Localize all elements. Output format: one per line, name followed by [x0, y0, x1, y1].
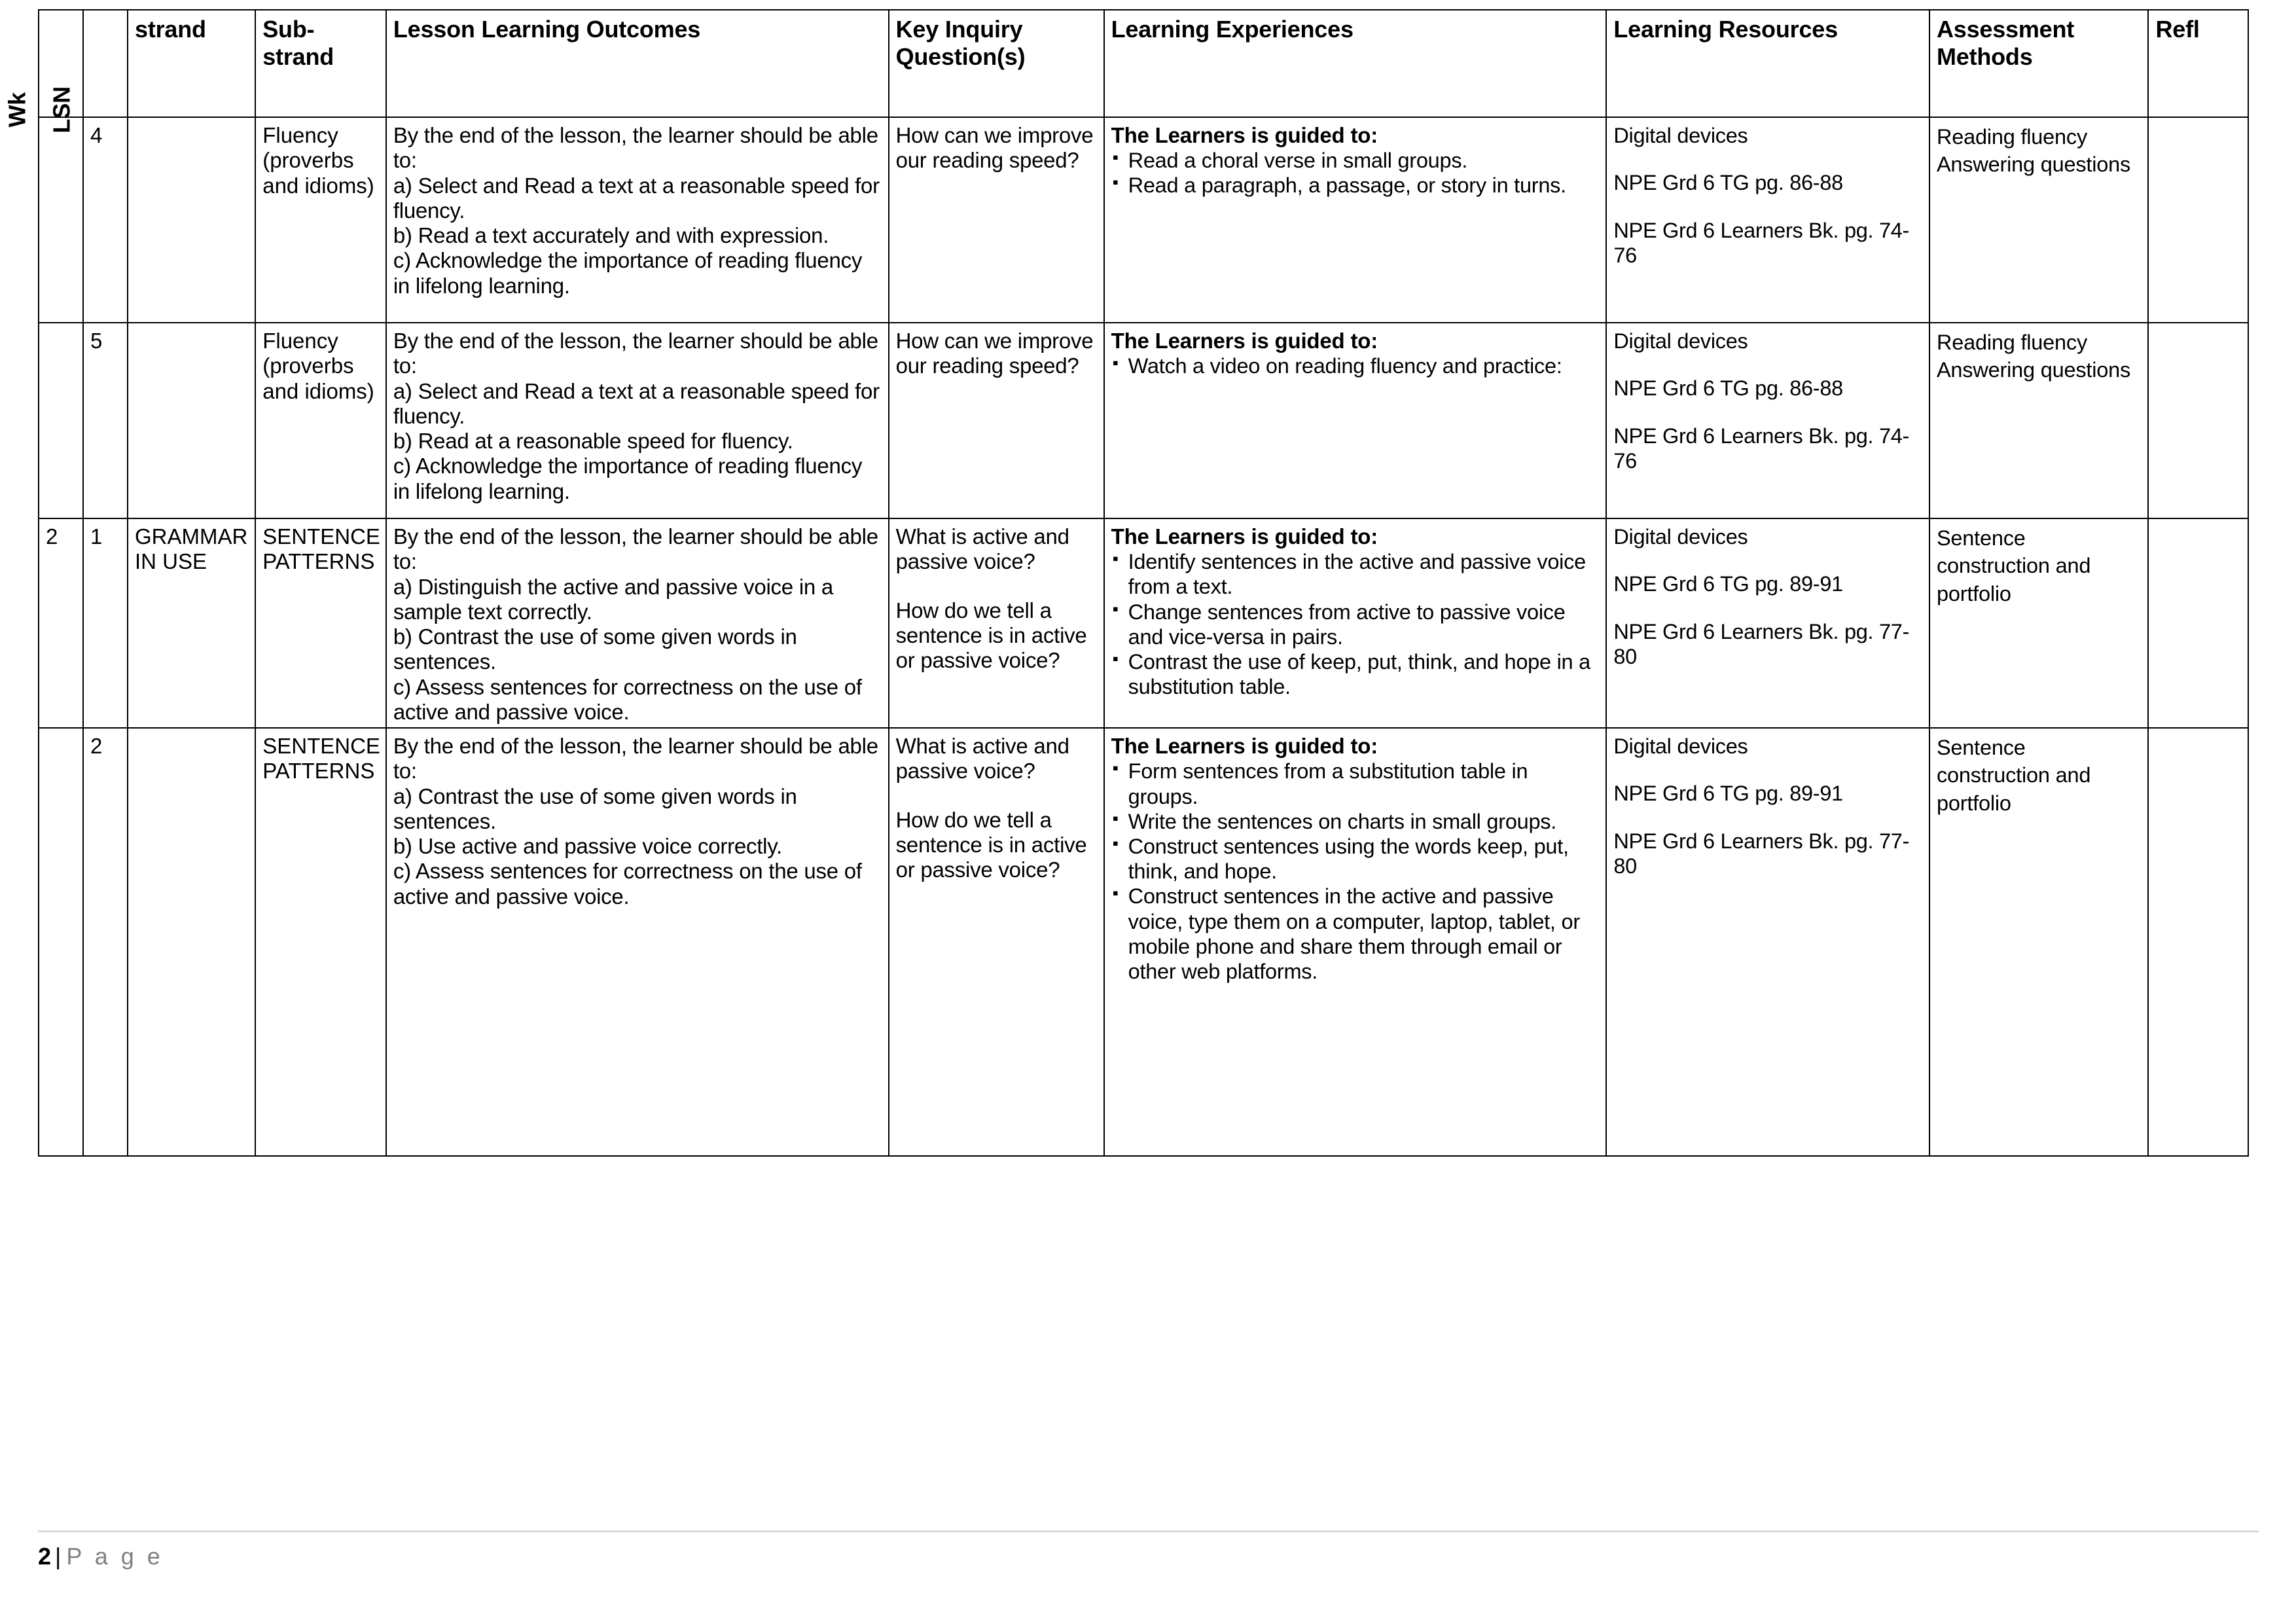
learning-experience-item: ▪ Contrast the use of keep, put, think, and hope in a substitution table.: [1111, 649, 1600, 699]
cell-lsn: 5: [83, 323, 128, 518]
cell-refl: [2148, 518, 2248, 728]
table-row: [39, 323, 2248, 518]
cell-assessment-methods: [1929, 323, 2149, 518]
kiq-spacer: [896, 784, 1097, 808]
cell-lesson-learning-outcomes: [386, 323, 889, 518]
cell-learning-resources: [1606, 117, 1929, 323]
learning-experiences-list: [1111, 148, 1600, 198]
llo-item: a) Select and Read a text at a reasonable speed for fluency.: [393, 173, 880, 223]
cell-key-inquiry-questions: [889, 518, 1104, 728]
learning-resource-item: Digital devices: [1613, 525, 1748, 549]
column-header-key-inquiry-questions: Key Inquiry Question(s): [889, 10, 1104, 117]
cell-learning-experiences: [1104, 518, 1607, 728]
learning-resource-item: Digital devices: [1613, 329, 1748, 353]
learning-experience-item: ▪ Watch a video on reading fluency and practice:: [1111, 353, 1600, 378]
cell-wk: 2: [39, 518, 83, 728]
kiq-spacer: [896, 575, 1097, 598]
footer-page-number: 2: [38, 1543, 52, 1570]
cell-wk: [39, 117, 83, 323]
learning-experience-item: ▪ Construct sentences in the active and passive voice, type them on a computer, laptop, tablet, or mobile phone and share them through email or other web platforms.: [1111, 884, 1600, 984]
llo-lead: By the end of the lesson, the learner should be able to:: [393, 329, 878, 378]
column-header-lesson-learning-outcomes: Lesson Learning Outcomes: [386, 10, 889, 117]
llo-item: b) Use active and passive voice correctly.: [393, 834, 782, 859]
cell-assessment-methods: [1929, 728, 2149, 1156]
column-header-learning-experiences: Learning Experiences: [1104, 10, 1607, 117]
cell-lsn: 2: [83, 728, 128, 1156]
learning-experience-item: ▪ Read a paragraph, a passage, or story in turns.: [1111, 173, 1600, 198]
learning-experience-item: ▪ Change sentences from active to passive voice and vice-versa in pairs.: [1111, 600, 1600, 649]
cell-wk: [39, 728, 83, 1156]
assessment-method-item: Reading fluency: [1936, 125, 2088, 149]
llo-lead: By the end of the lesson, the learner should be able to:: [393, 524, 878, 574]
cell-refl: [2148, 117, 2248, 323]
page-footer: [38, 1530, 2259, 1570]
llo-item: b) Contrast the use of some given words in sentences.: [393, 624, 797, 674]
cell-learning-resources: [1606, 728, 1929, 1156]
column-header-lsn: [48, 10, 128, 134]
cell-lesson-learning-outcomes: [386, 728, 889, 1156]
learning-experience-item: ▪ Read a choral verse in small groups.: [1111, 148, 1600, 173]
column-header-learning-resources: Learning Resources: [1606, 10, 1929, 117]
cell-key-inquiry-questions: [889, 728, 1104, 1156]
cell-learning-experiences: [1104, 728, 1607, 1156]
learning-resource-item: NPE Grd 6 TG pg. 89-91: [1613, 782, 1843, 806]
learning-experiences-heading: The Learners is guided to:: [1111, 123, 1378, 147]
cell-lsn: 1: [83, 518, 128, 728]
assessment-method-item: Reading fluency: [1936, 331, 2088, 354]
learning-resource-item: Digital devices: [1613, 124, 1748, 147]
kiq-item: How can we improve our reading speed?: [895, 329, 1094, 378]
cell-lesson-learning-outcomes: [386, 117, 889, 323]
llo-item: c) Assess sentences for correctness on the use of active and passive voice.: [393, 859, 862, 909]
table-row: [39, 117, 2248, 323]
column-header-assessment-methods: Assessment Methods: [1929, 10, 2149, 117]
cell-sub-strand: SENTENCE PATTERNS: [255, 728, 386, 1156]
llo-lead: By the end of the lesson, the learner should be able to:: [393, 123, 878, 173]
learning-resource-item: NPE Grd 6 Learners Bk. pg. 74-76: [1613, 218, 1910, 268]
cell-assessment-methods: [1929, 117, 2149, 323]
learning-resource-item: Digital devices: [1613, 734, 1748, 759]
footer-separator: |: [55, 1543, 62, 1570]
learning-experience-item: ▪ Form sentences from a substitution table in groups.: [1111, 759, 1600, 808]
learning-experiences-heading: The Learners is guided to:: [1111, 329, 1378, 353]
kiq-item: How can we improve our reading speed?: [895, 123, 1094, 173]
assessment-method-item: Answering questions: [1936, 358, 2131, 382]
learning-experiences-heading: The Learners is guided to:: [1111, 734, 1378, 759]
learning-experiences-heading: The Learners is guided to:: [1111, 524, 1378, 549]
assessment-method-item: Sentence construction and portfolio: [1936, 526, 2091, 605]
cell-strand: [128, 728, 255, 1156]
learning-resource-item: NPE Grd 6 TG pg. 86-88: [1613, 171, 1843, 195]
llo-item: c) Acknowledge the importance of reading fluency in lifelong learning.: [393, 454, 863, 503]
cell-learning-experiences: [1104, 323, 1607, 518]
learning-resource-item: NPE Grd 6 Learners Bk. pg. 77-80: [1613, 619, 1910, 669]
llo-item: b) Read a text accurately and with expression.: [393, 223, 829, 248]
cell-lesson-learning-outcomes: [386, 518, 889, 728]
cell-refl: [2148, 323, 2248, 518]
assessment-method-item: Sentence construction and portfolio: [1936, 736, 2091, 815]
cell-assessment-methods: [1929, 518, 2149, 728]
column-header-wk-label: Wk: [3, 92, 31, 128]
learning-experience-item: ▪ Construct sentences using the words keep, put, think, and hope.: [1111, 834, 1600, 884]
llo-item: a) Select and Read a text at a reasonable speed for fluency.: [393, 378, 880, 428]
cell-wk: [39, 323, 83, 518]
cell-refl: [2148, 728, 2248, 1156]
llo-item: c) Acknowledge the importance of reading fluency in lifelong learning.: [393, 248, 863, 298]
column-header-strand: strand: [128, 10, 255, 117]
kiq-item: How do we tell a sentence is in active or passive voice?: [895, 598, 1087, 673]
cell-learning-experiences: [1104, 117, 1607, 323]
table-header-row: [39, 10, 2248, 117]
cell-sub-strand: Fluency (proverbs and idioms): [255, 117, 386, 323]
learning-resource-item: NPE Grd 6 TG pg. 86-88: [1613, 376, 1843, 401]
cell-sub-strand: Fluency (proverbs and idioms): [255, 323, 386, 518]
column-header-lsn-label: LSN: [48, 86, 75, 134]
learning-resource-item: NPE Grd 6 Learners Bk. pg. 77-80: [1613, 829, 1910, 878]
llo-item: b) Read at a reasonable speed for fluency.: [393, 429, 793, 454]
table-row: [39, 728, 2248, 1156]
learning-resource-item: NPE Grd 6 Learners Bk. pg. 74-76: [1613, 424, 1910, 473]
llo-lead: By the end of the lesson, the learner should be able to:: [393, 734, 878, 784]
cell-learning-resources: [1606, 323, 1929, 518]
scheme-of-work-table: [3, 9, 2249, 1157]
llo-item: a) Distinguish the active and passive voice in a sample text correctly.: [393, 574, 834, 624]
learning-experiences-list: [1111, 759, 1600, 984]
cell-strand: [128, 323, 255, 518]
cell-key-inquiry-questions: [889, 117, 1104, 323]
learning-resource-item: NPE Grd 6 TG pg. 89-91: [1613, 572, 1843, 596]
cell-strand: GRAMMAR IN USE: [128, 518, 255, 728]
learning-experience-item: ▪ Identify sentences in the active and passive voice from a text.: [1111, 549, 1600, 599]
cell-strand: [128, 117, 255, 323]
cell-lsn: 4: [83, 117, 128, 323]
cell-learning-resources: [1606, 518, 1929, 728]
column-header-sub-strand: Sub-strand: [255, 10, 386, 117]
kiq-item: How do we tell a sentence is in active or passive voice?: [895, 807, 1087, 882]
llo-item: c) Assess sentences for correctness on the use of active and passive voice.: [393, 674, 862, 724]
cell-key-inquiry-questions: [889, 323, 1104, 518]
column-header-refl: Refl: [2148, 10, 2248, 117]
learning-experiences-list: [1111, 353, 1600, 378]
kiq-item: What is active and passive voice?: [895, 734, 1069, 784]
kiq-item: What is active and passive voice?: [895, 524, 1069, 574]
assessment-method-item: Answering questions: [1936, 153, 2131, 177]
learning-experiences-list: [1111, 549, 1600, 699]
table-row: [39, 518, 2248, 728]
cell-sub-strand: SENTENCE PATTERNS: [255, 518, 386, 728]
learning-experience-item: ▪ Write the sentences on charts in small groups.: [1111, 809, 1600, 834]
footer-page-label: P a g e: [66, 1543, 164, 1570]
llo-item: a) Contrast the use of some given words in sentences.: [393, 784, 797, 833]
